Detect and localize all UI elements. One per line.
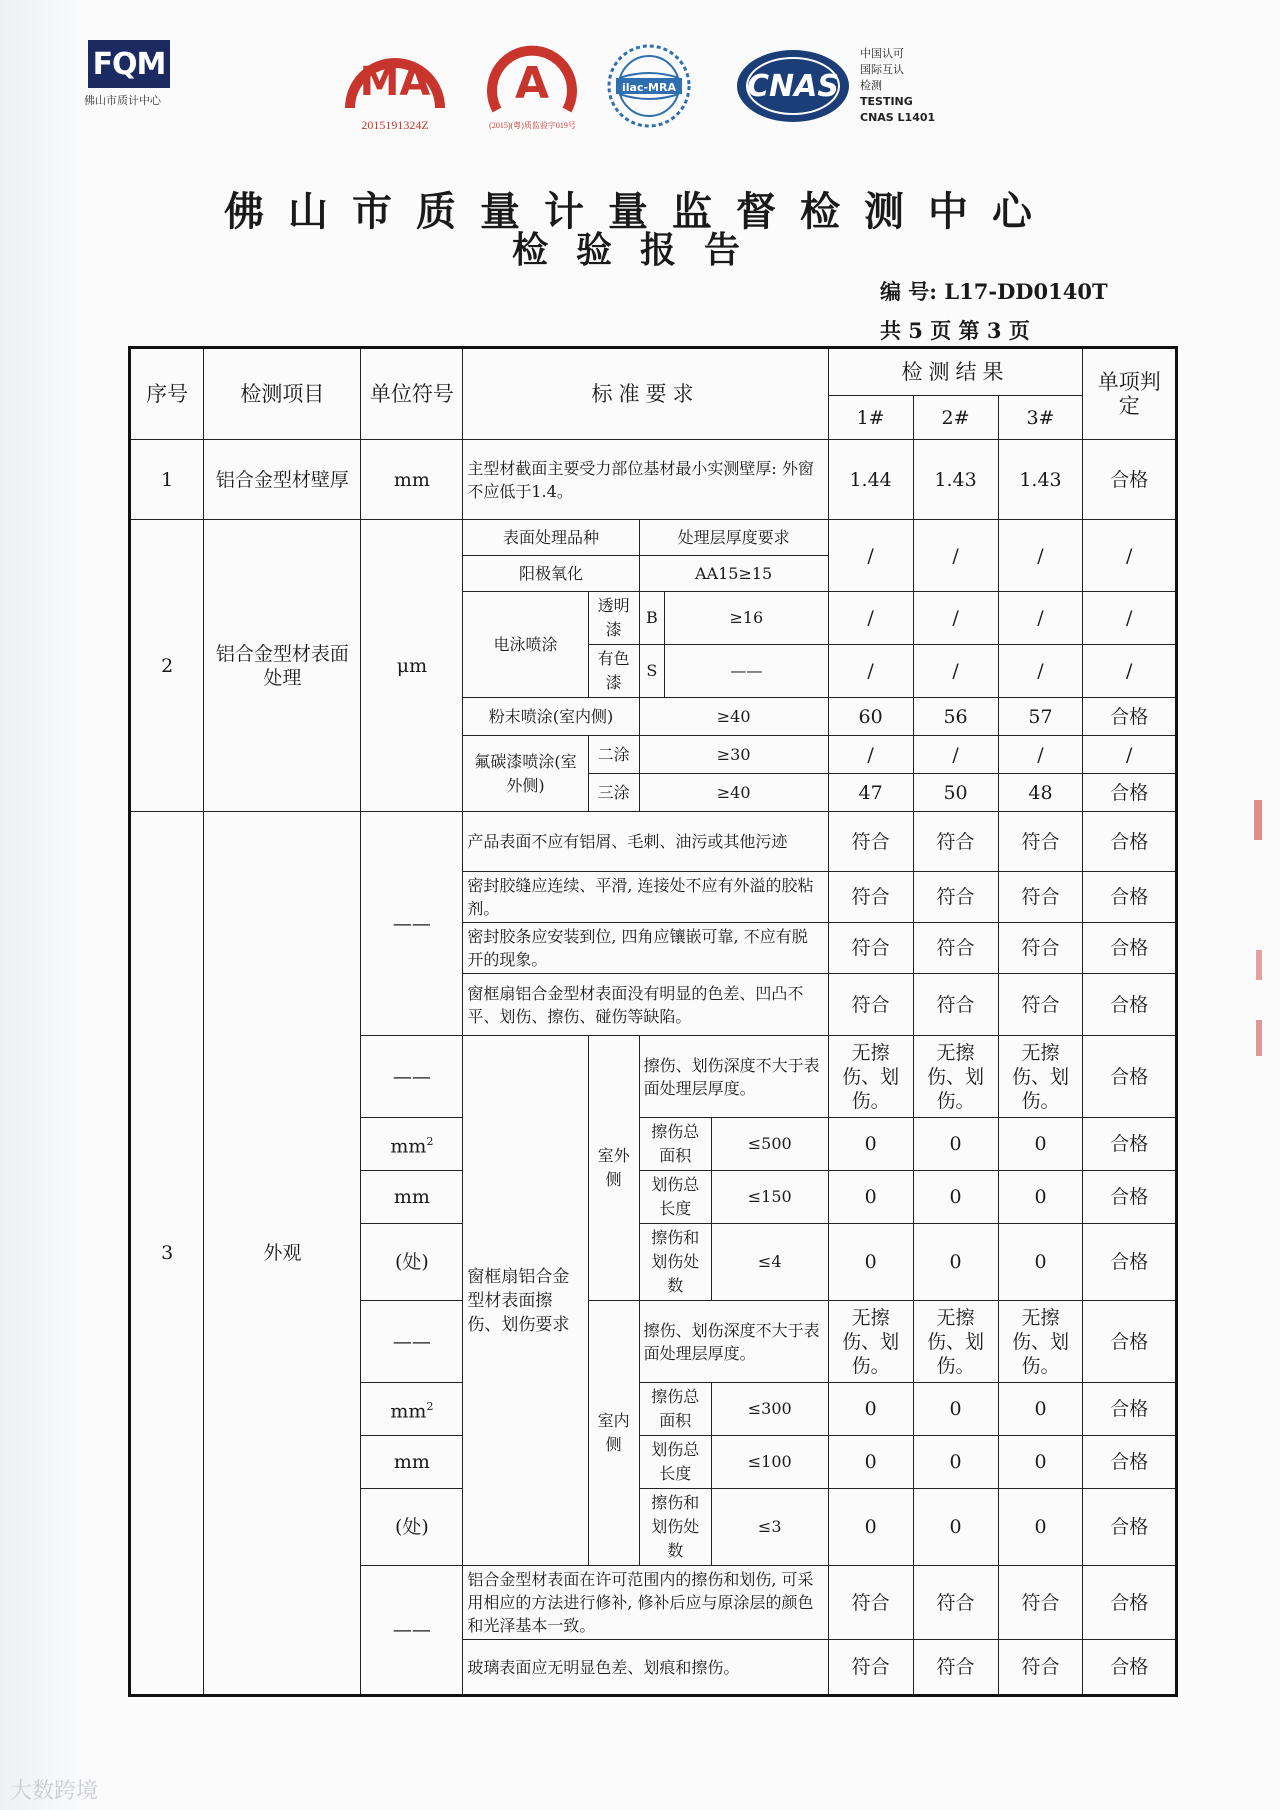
row3-a4-r2: 符合 (913, 974, 998, 1036)
svg-text:CNAS: CNAS (747, 69, 839, 104)
header-requirement: 标准要求 (463, 348, 828, 440)
table-row (130, 812, 1177, 872)
row2-clear-req: ≥16 (665, 592, 829, 645)
row3-a1-r3: 符合 (998, 812, 1083, 872)
report-org-title: 佛山市质量计量监督检测中心 (224, 188, 1056, 235)
row3-a5-verdict: 合格 (1083, 1566, 1177, 1640)
row2-powder: 粉末喷涂(室内侧) (463, 698, 639, 736)
row3-out-cnt-r2: 0 (913, 1224, 998, 1301)
row3-out-area-r1: 0 (828, 1118, 913, 1171)
row3-req-4: 窗框扇铝合金型材表面没有明显的色差、凹凸不平、划伤、擦伤、碰伤等缺陷。 (463, 974, 828, 1036)
row3-a6-r1: 符合 (828, 1640, 913, 1696)
row3-out-cnt-r1: 0 (828, 1224, 913, 1301)
row2-powder-r2: 56 (913, 698, 998, 736)
row3-a4-verdict: 合格 (1083, 974, 1177, 1036)
unit-mm: mm (390, 1135, 427, 1158)
row3-in-len-r2: 0 (913, 1436, 998, 1489)
row3-a2-verdict: 合格 (1083, 872, 1177, 923)
row3-req-3: 密封胶条应安装到位, 四角应镶嵌可靠, 不应有脱开的现象。 (463, 923, 828, 974)
row3-out-area-r3: 0 (998, 1118, 1083, 1171)
row3-seq: 3 (130, 812, 204, 1696)
row3-out-len-r1: 0 (828, 1171, 913, 1224)
row2-anod-r3: / (998, 520, 1083, 592)
row3-unit-dash: —— (361, 812, 463, 1036)
row3-in-depth-r3: 无擦伤、划伤。 (998, 1301, 1083, 1383)
unit-square: 2 (426, 1134, 434, 1148)
row2-color-r1: / (828, 645, 913, 698)
table-row (130, 520, 1177, 556)
row1-seq: 1 (130, 440, 204, 520)
cnas-logo (735, 46, 853, 130)
row3-in-area-r2: 0 (913, 1383, 998, 1436)
row1-result-2: 1.43 (913, 440, 998, 520)
row2-unit: μm (361, 520, 463, 812)
row2-powder-verdict: 合格 (1083, 698, 1177, 736)
row2-anod-verdict: / (1083, 520, 1177, 592)
row3-final-unit: —— (361, 1566, 463, 1696)
row3-out-cnt-req: ≤4 (711, 1224, 828, 1301)
cnas-line: TESTING (860, 95, 913, 108)
cnas-line: CNAS L1401 (860, 111, 936, 124)
row3-out-area-unit (361, 1118, 463, 1171)
row3-a2-r1: 符合 (828, 872, 913, 923)
inspection-table (128, 346, 1178, 1697)
cma-seal (330, 40, 460, 133)
row3-in-area-r1: 0 (828, 1383, 913, 1436)
row3-out-depth: 擦伤、划伤深度不大于表面处理层厚度。 (639, 1036, 828, 1118)
header-seq: 序号 (130, 348, 204, 440)
watermark: 大数跨境 (10, 1779, 99, 1804)
row3-a5-r1: 符合 (828, 1566, 913, 1640)
row3-out-len-verdict: 合格 (1083, 1171, 1177, 1224)
row3-in-len-unit: mm (361, 1436, 463, 1489)
row2-three-r1: 47 (828, 774, 913, 812)
row3-a1-verdict: 合格 (1083, 812, 1177, 872)
row2-clear-r3: / (998, 592, 1083, 645)
row2-two-r1: / (828, 736, 913, 774)
row2-two-r2: / (913, 736, 998, 774)
row2-anod-r2: / (913, 520, 998, 592)
row1-item: 铝合金型材壁厚 (204, 440, 361, 520)
cnas-line: 中国认可 (860, 47, 904, 60)
cal-seal (475, 40, 590, 131)
row3-out-depth-r1: 无擦伤、划伤。 (828, 1036, 913, 1118)
row3-a2-r2: 符合 (913, 872, 998, 923)
row3-a6-r3: 符合 (998, 1640, 1083, 1696)
row2-two-r3: / (998, 736, 1083, 774)
cnas-line: 检测 (860, 79, 882, 92)
cma-number: 2015191324Z (361, 118, 429, 132)
row3-in-len-r1: 0 (828, 1436, 913, 1489)
row3-in-cnt-r1: 0 (828, 1489, 913, 1566)
row3-out-area-req: ≤500 (711, 1118, 828, 1171)
row3-in-cnt-r2: 0 (913, 1489, 998, 1566)
row2-color-r3: / (998, 645, 1083, 698)
row2-color-code: S (639, 645, 664, 698)
header-sample-1: 1# (828, 396, 913, 440)
row3-a3-r1: 符合 (828, 923, 913, 974)
row2-two-coat: 二涂 (588, 736, 639, 774)
row3-a2-r3: 符合 (998, 872, 1083, 923)
row2-color-verdict: / (1083, 645, 1177, 698)
row3-out-len-req: ≤150 (711, 1171, 828, 1224)
report-number: 编 号: L17-DD0140T (880, 279, 1108, 304)
row3-out-area-r2: 0 (913, 1118, 998, 1171)
row3-out-depth-verdict: 合格 (1083, 1036, 1177, 1118)
row2-clear: 透明漆 (588, 592, 639, 645)
unit-mm: mm (390, 1400, 427, 1423)
header-results: 检测结果 (828, 348, 1083, 396)
row1-result-1: 1.44 (828, 440, 913, 520)
row3-in-depth-r2: 无擦伤、划伤。 (913, 1301, 998, 1383)
header-sample-3: 3# (998, 396, 1083, 440)
cnas-line: 国际互认 (860, 63, 904, 76)
cnas-logo-icon (735, 46, 853, 126)
fqm-logo-mark: FQM (88, 40, 170, 88)
cma-seal-icon (330, 40, 460, 114)
row3-out-len-r3: 0 (998, 1171, 1083, 1224)
row3-item: 外观 (204, 812, 361, 1696)
row2-three-coat-req: ≥40 (639, 774, 828, 812)
fqm-logo-caption: 佛山市质计中心 (84, 94, 161, 107)
row3-in-len-r3: 0 (998, 1436, 1083, 1489)
cal-seal-icon (475, 40, 590, 116)
row3-a4-r1: 符合 (828, 974, 913, 1036)
row3-in-depth-unit: —— (361, 1301, 463, 1383)
row2-seq: 2 (130, 520, 204, 812)
row3-in-cnt-verdict: 合格 (1083, 1489, 1177, 1566)
row3-out-cnt: 擦伤和划伤处数 (639, 1224, 711, 1301)
row2-kind-header: 表面处理品种 (463, 520, 639, 556)
row2-clear-r1: / (828, 592, 913, 645)
row2-clear-code: B (639, 592, 664, 645)
row2-item: 铝合金型材表面处理 (204, 520, 361, 812)
header-verdict: 单项判定 (1083, 348, 1177, 440)
row3-a1-r1: 符合 (828, 812, 913, 872)
row1-unit: mm (361, 440, 463, 520)
row3-in-cnt-r3: 0 (998, 1489, 1083, 1566)
row3-a6-r2: 符合 (913, 1640, 998, 1696)
svg-text:MA: MA (359, 59, 431, 105)
row1-requirement: 主型材截面主要受力部位基材最小实测壁厚: 外窗不应低于1.4。 (463, 440, 828, 520)
report-doc-title: 检验报告 (511, 229, 768, 271)
row3-in-cnt-unit: (处) (361, 1489, 463, 1566)
row3-out-depth-r2: 无擦伤、划伤。 (913, 1036, 998, 1118)
row3-in-len-verdict: 合格 (1083, 1436, 1177, 1489)
row2-fluoro: 氟碳漆喷涂(室外侧) (463, 736, 588, 812)
page-counter: 共 5 页 第 3 页 (880, 318, 1030, 343)
row2-two-verdict: / (1083, 736, 1177, 774)
row3-out-area-verdict: 合格 (1083, 1118, 1177, 1171)
row2-thickness-header: 处理层厚度要求 (639, 520, 828, 556)
row3-in-area: 擦伤总面积 (639, 1383, 711, 1436)
row3-in-cnt: 擦伤和划伤处数 (639, 1489, 711, 1566)
table-row (130, 440, 1177, 520)
row3-a1-r2: 符合 (913, 812, 998, 872)
row3-in-len-req: ≤100 (711, 1436, 828, 1489)
row3-a3-verdict: 合格 (1083, 923, 1177, 974)
header-sample-2: 2# (913, 396, 998, 440)
row3-out-len: 划伤总长度 (639, 1171, 711, 1224)
row2-two-coat-req: ≥30 (639, 736, 828, 774)
row3-scratch-group: 窗框扇铝合金型材表面擦伤、划伤要求 (463, 1036, 588, 1566)
row3-in-len: 划伤总长度 (639, 1436, 711, 1489)
row3-a4-r3: 符合 (998, 974, 1083, 1036)
row3-req-1: 产品表面不应有铝屑、毛刺、油污或其他污迹 (463, 812, 828, 872)
row3-in-area-unit (361, 1383, 463, 1436)
row3-req-2: 密封胶缝应连续、平滑, 连接处不应有外溢的胶粘剂。 (463, 872, 828, 923)
row2-three-verdict: 合格 (1083, 774, 1177, 812)
header-unit: 单位符号 (361, 348, 463, 440)
fqm-logo (84, 40, 180, 108)
row2-three-r2: 50 (913, 774, 998, 812)
row3-out-depth-r3: 无擦伤、划伤。 (998, 1036, 1083, 1118)
row3-out-cnt-verdict: 合格 (1083, 1224, 1177, 1301)
row2-anod-r1: / (828, 520, 913, 592)
row3-a5-r2: 符合 (913, 1566, 998, 1640)
ilac-globe-icon (604, 38, 694, 134)
row3-in-depth-verdict: 合格 (1083, 1301, 1177, 1383)
row3-out-cnt-r3: 0 (998, 1224, 1083, 1301)
row3-in-depth-r1: 无擦伤、划伤。 (828, 1301, 913, 1383)
row3-in-area-req: ≤300 (711, 1383, 828, 1436)
row2-clear-verdict: / (1083, 592, 1177, 645)
row3-inside-label: 室内侧 (588, 1301, 639, 1566)
row3-a6-verdict: 合格 (1083, 1640, 1177, 1696)
row2-electro: 电泳喷涂 (463, 592, 588, 698)
seal-edge-marks (1248, 800, 1268, 1060)
row3-req-6: 玻璃表面应无明显色差、划痕和擦伤。 (463, 1640, 828, 1696)
row3-in-area-r3: 0 (998, 1383, 1083, 1436)
row2-powder-r3: 57 (998, 698, 1083, 736)
ilac-mra-logo (604, 38, 694, 138)
row3-in-area-verdict: 合格 (1083, 1383, 1177, 1436)
row3-req-5: 铝合金型材表面在许可范围内的擦伤和划伤, 可采用相应的方法进行修补, 修补后应与原涂层的颜色和光泽基本一致。 (463, 1566, 828, 1640)
row2-clear-r2: / (913, 592, 998, 645)
row3-out-cnt-unit: (处) (361, 1224, 463, 1301)
header-item: 检测项目 (204, 348, 361, 440)
row2-powder-req: ≥40 (639, 698, 828, 736)
row3-out-len-r2: 0 (913, 1171, 998, 1224)
row3-out-depth-unit: —— (361, 1036, 463, 1118)
row3-in-cnt-req: ≤3 (711, 1489, 828, 1566)
inspection-table-wrap (128, 346, 1178, 1697)
svg-text:ilac-MRA: ilac-MRA (622, 81, 676, 94)
svg-text:A: A (514, 58, 550, 109)
row1-result-3: 1.43 (998, 440, 1083, 520)
cnas-caption (860, 46, 935, 126)
row2-color: 有色漆 (588, 645, 639, 698)
row3-out-len-unit: mm (361, 1171, 463, 1224)
cal-number: (2015)(粤)质监验字019号 (489, 121, 576, 130)
row2-color-req: —— (665, 645, 829, 698)
row2-color-r2: / (913, 645, 998, 698)
row1-verdict: 合格 (1083, 440, 1177, 520)
row3-in-depth: 擦伤、划伤深度不大于表面处理层厚度。 (639, 1301, 828, 1383)
row2-powder-r1: 60 (828, 698, 913, 736)
row3-out-area: 擦伤总面积 (639, 1118, 711, 1171)
row3-outside-label: 室外侧 (588, 1036, 639, 1301)
row2-anodizing-req: AA15≥15 (639, 556, 828, 592)
row2-anodizing: 阳极氧化 (463, 556, 639, 592)
row3-a3-r2: 符合 (913, 923, 998, 974)
unit-square: 2 (426, 1399, 434, 1413)
row2-three-coat: 三涂 (588, 774, 639, 812)
row2-three-r3: 48 (998, 774, 1083, 812)
row3-a5-r3: 符合 (998, 1566, 1083, 1640)
row3-a3-r3: 符合 (998, 923, 1083, 974)
